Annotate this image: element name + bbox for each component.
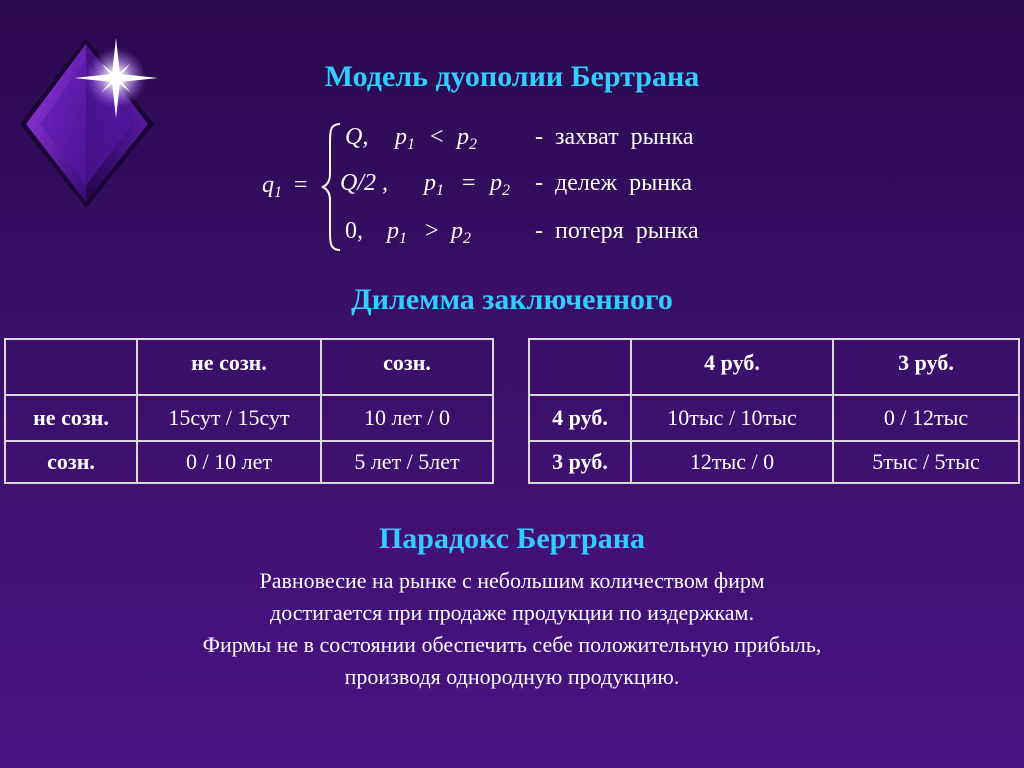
table-right-col-header: 4 руб.	[631, 339, 833, 395]
table-cell: 10тыс / 10тыс	[631, 395, 833, 441]
dilemma-title: Дилемма заключенного	[351, 283, 673, 316]
table-row	[529, 441, 1019, 483]
table-left-col-header: не созн.	[137, 339, 321, 395]
paradox-title: Парадокс Бертрана	[378, 522, 646, 555]
table-row	[5, 395, 493, 441]
paradox-line: достигается при продаже продукции по издержкам.	[270, 600, 754, 625]
price-game-table	[528, 338, 1020, 484]
table-row	[5, 441, 493, 483]
paradox-line: Равновесие на рынке с небольшим количеством фирм	[259, 568, 765, 593]
prisoner-dilemma-table	[4, 338, 494, 484]
table-cell: 5 лет / 5лет	[321, 441, 493, 483]
formula-lhs: $q_1$ =	[262, 172, 308, 201]
table-right-row-header: 4 руб.	[529, 395, 631, 441]
table-cell: 5тыс / 5тыс	[833, 441, 1019, 483]
table-row	[529, 395, 1019, 441]
formula-case-3: 0, $p_1$ > $p_2$ - потеря рынка	[345, 218, 699, 247]
table-left-row-header: не созн.	[5, 395, 137, 441]
table-cell: 15сут / 15сут	[137, 395, 321, 441]
table-left-row-header: созн.	[5, 441, 137, 483]
paradox-description	[0, 565, 1024, 693]
table-cell: 12тыс / 0	[631, 441, 833, 483]
table-right-col-header: 3 руб.	[833, 339, 1019, 395]
table-right-row-header: 3 руб.	[529, 441, 631, 483]
table-cell: 10 лет / 0	[321, 395, 493, 441]
paradox-line: Фирмы не в состоянии обеспечить себе положительную прибыль,	[202, 632, 822, 657]
paradox-line: производя однородную продукцию.	[344, 664, 680, 689]
table-left-corner	[5, 339, 137, 395]
table-cell: 0 / 10 лет	[137, 441, 321, 483]
table-left-col-header: созн.	[321, 339, 493, 395]
formula-case-1: Q, $p_1$ < $p_2$ - захват рынка	[345, 124, 694, 153]
formula-case-2: Q/2 , $p_1$ = $p_2$ - дележ рынка	[340, 170, 692, 199]
model-title: Модель дуополии Бертрана	[324, 60, 700, 93]
table-cell: 0 / 12тыс	[833, 395, 1019, 441]
table-right-corner	[529, 339, 631, 395]
diamond-star-icon	[18, 30, 168, 215]
